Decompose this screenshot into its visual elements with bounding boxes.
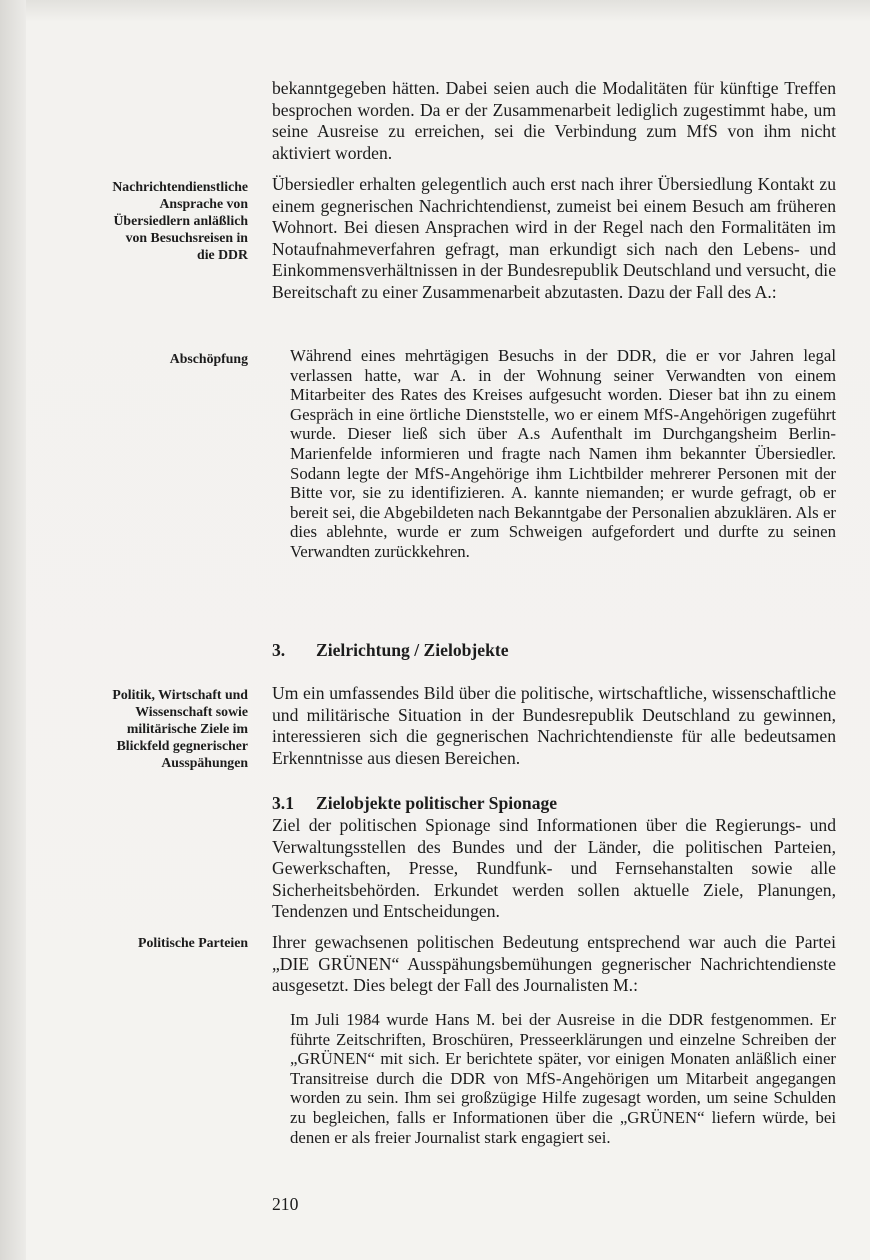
section-heading-3 xyxy=(272,640,836,661)
margin-note-abschoepfung: Abschöpfung xyxy=(169,351,248,366)
section-number: 3. xyxy=(272,640,286,660)
subsection-number: 3.1 xyxy=(272,793,294,813)
case-example-m: Im Juli 1984 wurde Hans M. bei der Ausreise in die DDR festgenommen. Er führte Zeitschriften, Broschüren, Presseerklärungen und einzelne Schreiben der „GRÜNEN“ mit sich. Er berichtete später, vor einigen Monaten anläßlich einer Transitreise durch die DDR von MfS-Angehörigen um Mitarbeit angegangen worden zu sein. Ihm sei großzügige Hilfe zugesagt worden, um seine Schulden zu begleichen, falls er Informationen über die „GRÜNEN“ liefern würde, bei denen er als freier Journalist stark engagiert sei. xyxy=(290,1010,836,1147)
margin-note-parteien: Politische Parteien xyxy=(138,935,248,950)
margin-note-uebersiedler: Nachrichtendienstliche Ansprache von Übersiedlern anläßlich von Besuchsreisen in die DDR xyxy=(112,179,248,262)
case-example-a: Während eines mehrtägigen Besuchs in der DDR, die er vor Jahren legal verlassen hatte, war A. in der Wohnung seiner Verwandten von einem Mitarbeiter des Rates des Kreises aufgesucht worden. Dieser bat ihn zu einem Gespräch in eine örtliche Dienststelle, wo er einem MfS-Angehörigen zugeführt wurde. Dieser ließ sich über A.s Aufenthalt im Durchgangsheim Berlin-Marienfelde informieren und fragte nach Namen ihm bekannter Übersiedler. Sodann legte der MfS-Angehörige ihm Lichtbilder mehrerer Personen mit der Bitte vor, sie zu identifizieren. A. kannte niemanden; er wurde gefragt, ob er bereit sei, die Abgebildeten nach Bekanntgabe der Personalien abzuklären. Als er dies ablehnte, wurde er zum Schweigen aufgefordert und durfte zu seinen Verwandten zurückkehren. xyxy=(290,346,836,561)
paragraph-politische-spionage: Ziel der politischen Spionage sind Informationen über die Regierungs- und Verwaltungsstellen des Bundes und der Länder, die politischen Parteien, Gewerkschaften, Presse, Rundfunk- und Fernsehanstalten sowie alle Sicherheitsbehörden. Erkundet werden sollen aktuelle Ziele, Planungen, Tendenzen und Entscheidungen. xyxy=(272,815,836,922)
margin-note-zielbereiche: Politik, Wirtschaft und Wissenschaft sowie militärische Ziele im Blickfeld gegnerischer Ausspähungen xyxy=(112,687,248,770)
subsection-title: Zielobjekte politischer Spionage xyxy=(316,793,558,813)
section-title: Zielrichtung / Zielobjekte xyxy=(316,640,509,660)
paragraph-continuation: bekanntgegeben hätten. Dabei seien auch die Modalitäten für künftige Treffen besprochen worden. Da er der Zusammenarbeit lediglich zugestimmt habe, um seine Ausreise zu erreichen, sei die Verbindung zum MfS von ihm nicht aktiviert worden. xyxy=(272,78,836,163)
page-edge-shadow xyxy=(0,0,26,1260)
paragraph-zielrichtung: Um ein umfassendes Bild über die politische, wirtschaftliche, wissenschaftliche und militärische Situation in der Bundesrepublik Deutschland zu gewinnen, interessieren sich die gegnerischen Nachrichtendienste für alle bedeutsamen Erkenntnisse aus diesen Bereichen. xyxy=(272,683,836,768)
paragraph-uebersiedler: Übersiedler erhalten gelegentlich auch erst nach ihrer Übersiedlung Kontakt zu einem gegnerischen Nachrichtendienst, zumeist bei einem Besuch am früheren Wohnort. Bei diesen Ansprachen wird in der Regel nach den Formalitäten im Notaufnahmeverfahren gefragt, man erkundigt sich nach den Lebens- und Einkommensverhältnissen in der Bundesrepublik Deutschland und versucht, die Bereitschaft zu einer Zusammenarbeit abzutasten. Dazu der Fall des A.: xyxy=(272,174,836,302)
paragraph-gruene: Ihrer gewachsenen politischen Bedeutung entsprechend war auch die Partei „DIE GRÜNEN“ Ausspähungsbemühungen gegnerischer Nachrichtendienste ausgesetzt. Dies belegt der Fall des Journalisten M.: xyxy=(272,932,836,996)
section-heading-3-1 xyxy=(272,793,836,814)
page-number: 210 xyxy=(272,1194,299,1214)
